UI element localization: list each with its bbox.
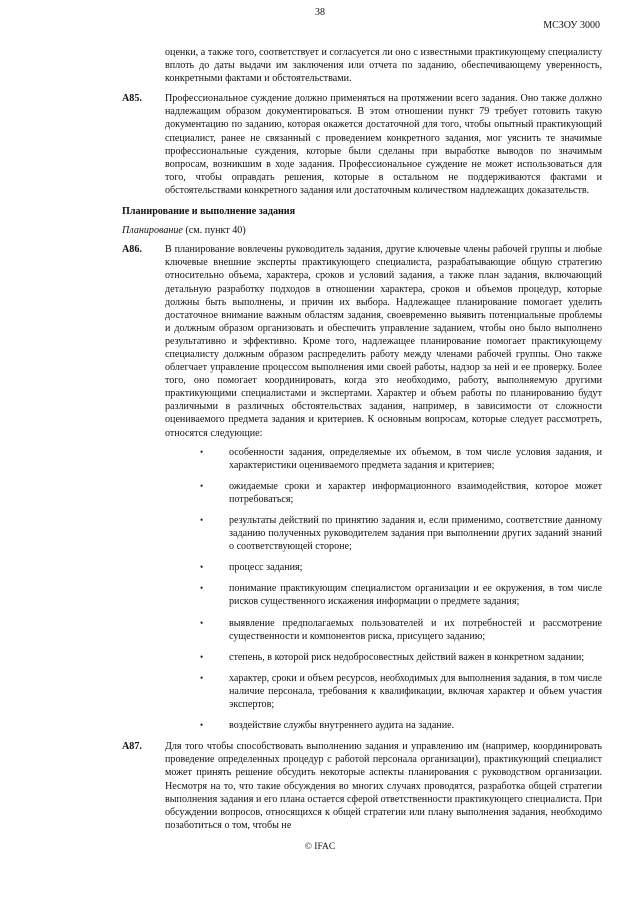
list-item-text: ожидаемые сроки и характер информационного взаимодействия, которое может потребоваться; [229,480,602,505]
page-number: 38 [315,7,325,18]
paragraph-number: A87. [122,741,142,753]
paragraph-a87 [122,740,602,832]
paragraph-a86 [122,243,602,732]
bullet-icon: • [200,720,204,731]
bullet-icon: • [200,617,204,628]
paragraph-number: A85. [122,93,142,105]
list-item [200,446,602,472]
continued-paragraph: оценки, а также того, соответствует и согласуется ли оно с известными практикующему специалисту вплоть до даты выдачи им заключения или отчета по заданию, обеспечивающему уверенность, конкретными фактами и обстоятельствами. [165,47,602,85]
list-item-text: выявление предполагаемых пользователей и их потребностей и рассмотрение существенности и компонентов риска, присущего заданию; [229,617,602,642]
list-item [200,672,602,711]
bullet-icon: • [200,583,204,594]
list-item [200,514,602,553]
paragraph-a85 [122,92,602,197]
list-item [200,480,602,506]
list-item [200,651,602,664]
paragraph-text: Для того чтобы способствовать выполнению задания и управлению им (например, координировать проведение определенных процедур с работой персонала организации), практикующий специалист может принять решение обсудить некоторые аспекты планирования с руководством организации. Несмотря на то, что такие обсуждения во многих случаях проводятся, разработка общей стратегии выполнения задания и его плана остается сферой ответственности практикующего специалиста. При обсуждении вопросов, относящихся к общей стратегии или плану выполнения задания, необходимо позаботиться о том, чтобы не [165,741,602,831]
list-item [200,719,602,732]
subheading-rest: (см. пункт 40) [182,225,246,237]
footer-copyright: © IFAC [304,842,336,852]
bullet-icon: • [200,651,204,662]
list-item-text: особенности задания, определяемые их объемом, в том числе условия задания, и характеристики оцениваемого предмета задания и критериев; [229,446,602,471]
page-content [122,46,602,832]
document-code: МСЗОУ 3000 [543,20,600,31]
bullet-icon: • [200,672,204,683]
subheading [122,224,602,237]
subheading-italic: Планирование [122,225,183,237]
list-item-text: характер, сроки и объем ресурсов, необходимых для выполнения задания, в том числе наличие персонала, требования к квалификации, включая характер и объем участия экспертов; [229,672,602,711]
bullet-icon: • [200,515,204,525]
paragraph-number: A86. [122,244,142,256]
list-item-text: воздействие службы внутреннего аудита на задание. [229,720,455,732]
bullet-icon: • [200,562,204,573]
section-heading: Планирование и выполнение задания [122,206,296,218]
list-item [200,582,602,608]
list-item [200,561,602,574]
paragraph-text: Профессиональное суждение должно применяться на протяжении всего задания. Оно также должно надлежащим образом документироваться. В этом отношении пункт 79 требует готовить такую документацию по заданию, которая окажется достаточной для того, чтобы опытный практикующий специалист, ранее не связанный с проведением конкретного задания, мог уяснить те значимые профессиональные суждения, которые были сделаны при выработке выводов по значимым вопросам, возникшим в ходе задания. Профессиональное суждение не может использоваться для того, чтобы оправдать решения, которые в остальном не поддерживаются фактами и обстоятельствами конкретного задания или достаточным количеством надлежащих доказательств. [165,93,602,196]
list-item [200,617,602,643]
list-item-text: понимание практикующим специалистом организации и ее окружения, в том числе рисков существенного искажения информации о предмете задания; [229,583,602,608]
list-item-text: степень, в которой риск недобросовестных действий важен в конкретном задании; [229,651,585,663]
bullet-icon: • [200,480,204,491]
list-item-text: результаты действий по принятию задания и, если применимо, соответствие данному заданию полученных руководителем задания при выполнении других заданий знаний о соответствующей стороне; [229,515,602,553]
list-item-text: процесс задания; [229,562,303,574]
paragraph-text: В планирование вовлечены руководитель задания, другие ключевые члены рабочей группы и любые ключевые внешние эксперты практикующего специалиста, разрабатывающие общую стратегию относительно объема, характера, сроков и условий задания, а также план задания, включающий детальную разработку подходов в отношении характера, сроков и объемов процедур, которые должны быть выполнены, и причин их выбора. Надлежащее планирование помогает уделить достаточное внимание важным областям задания, своевременно выявить потенциальные проблемы и должным образом организовать и обеспечить управление заданием, чтобы оно было выполнено результативно и эффективно. Кроме того, надлежащее планирование помогает практикующему специалисту должным образом распределить работу между членами рабочей группы. Оно также облегчает управление процессом выполнения ими своей работы, надзор за ней и ее проверку. Более того, оно помогает координировать, когда это необходимо, работу, выполняемую другими практикующими специалистами и экспертами. Характер и объем работы по планированию будут различными в различных обстоятельствах задания, например, в зависимости от сложности оцениваемого предмета задания и критериев. К основным вопросам, которые следует рассмотреть, относятся следующие: [165,244,602,439]
bullet-icon: • [200,446,204,457]
bullet-list [165,446,602,733]
